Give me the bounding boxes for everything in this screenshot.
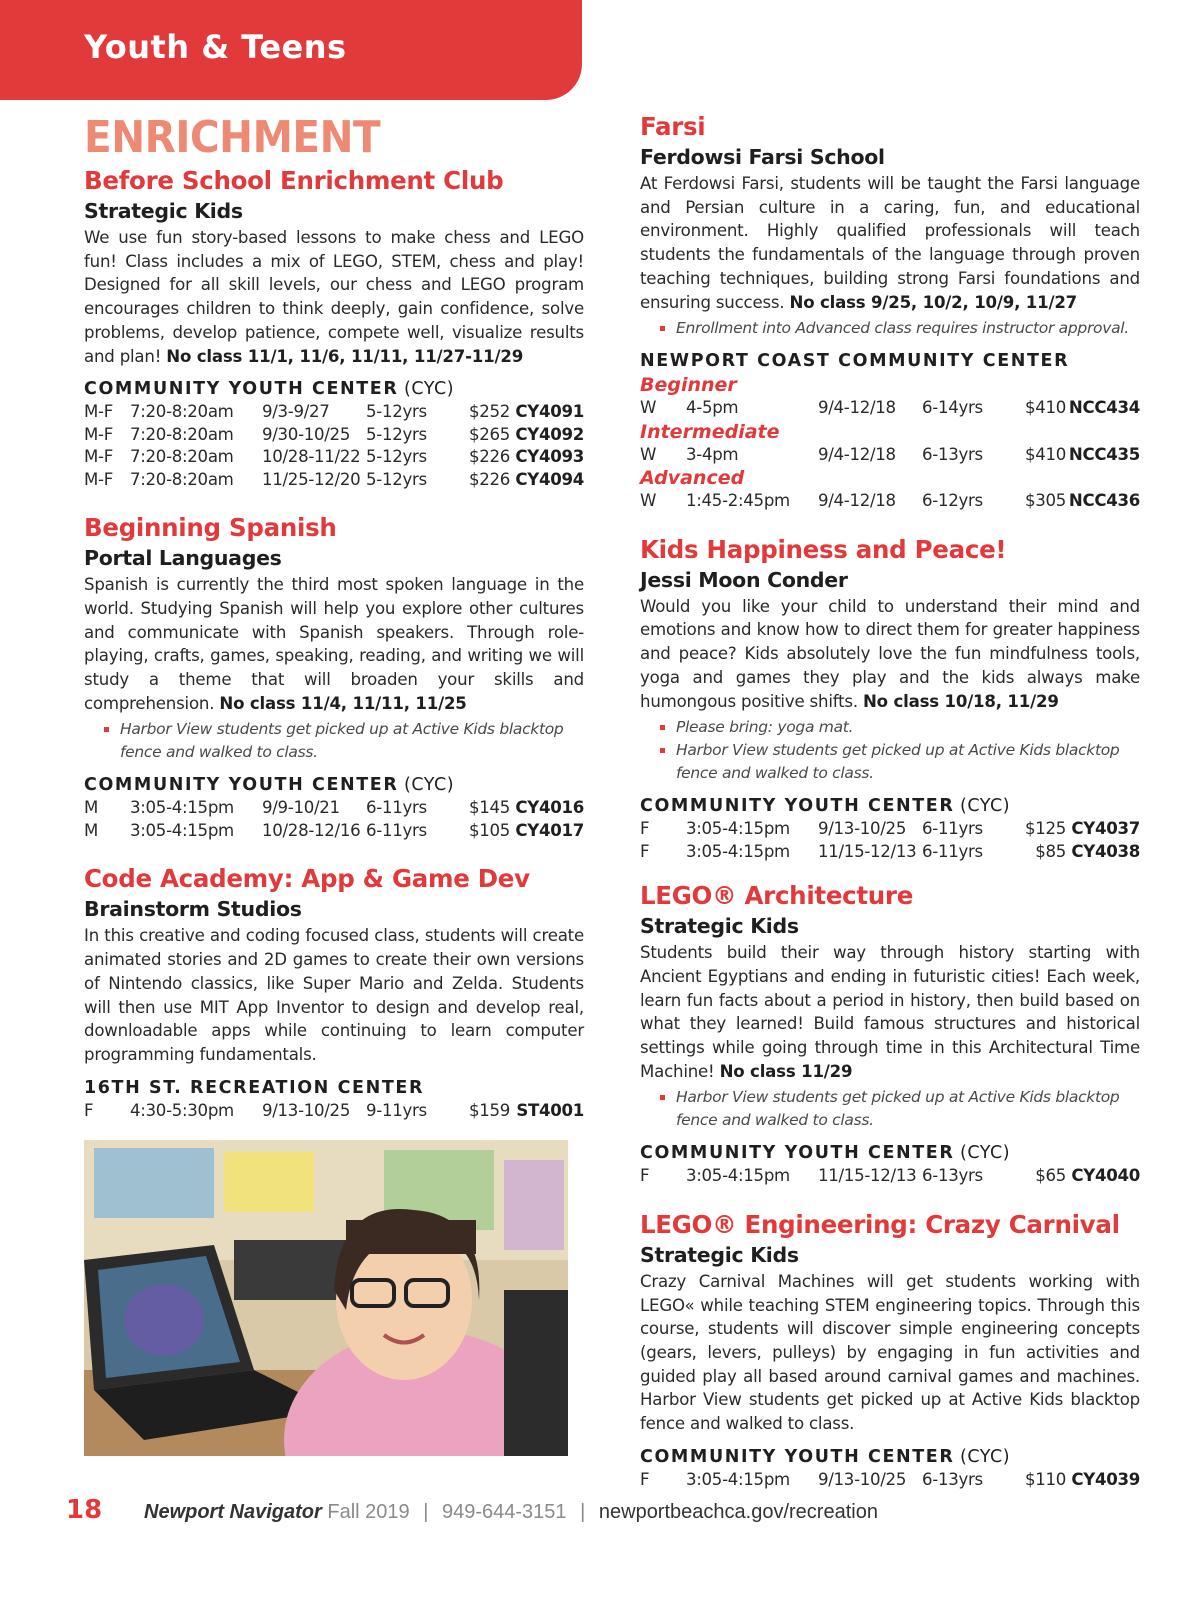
session-ages: 6-14yrs <box>922 398 983 418</box>
session-time: 1:45-2:45pm <box>686 491 790 511</box>
page-number: 18 <box>66 1495 103 1525</box>
location-heading <box>640 1446 1140 1469</box>
course-provider: Brainstorm Studios <box>84 897 302 922</box>
no-class-dates: No class 11/1, 11/6, 11/11, 11/27-11/29 <box>166 346 524 366</box>
session-time: 3:05-4:15pm <box>130 820 234 840</box>
session-dates: 10/28-11/22 <box>262 447 361 467</box>
session-code[interactable]: CY4017 <box>515 820 584 840</box>
bullet-square-icon <box>104 727 109 732</box>
session-fee: $410 <box>1024 444 1066 464</box>
no-class-dates: No class 11/29 <box>719 1061 853 1081</box>
course-provider: Strategic Kids <box>84 199 243 223</box>
session-day: F <box>640 819 650 839</box>
location-heading <box>640 795 1140 818</box>
session-time: 3-4pm <box>686 444 739 464</box>
session-dates: 9/4-12/18 <box>818 398 896 418</box>
description-text: We use fun story-based lessons to make chess and LEGO fun! Class includes a mix of LEGO, STEM, chess and play! Designed for all skill levels, our chess and LEGO program encourages children to think deeply, gain confidence, solve problems, develop patience, compete well, visualize results and plan! <box>84 228 584 366</box>
location-name: COMMUNITY YOUTH CENTER <box>84 379 399 400</box>
session-fee: $105 <box>468 820 510 840</box>
session-time: 3:05-4:15pm <box>686 841 790 861</box>
course-title: Kids Happiness and Peace! <box>640 534 1007 564</box>
bullet-square-icon <box>660 1095 665 1100</box>
session-ages: 9-11yrs <box>366 1100 427 1120</box>
course-title: Farsi <box>640 112 706 141</box>
course-provider: Strategic Kids <box>640 914 799 939</box>
course-notes <box>640 716 1140 785</box>
left-course-list <box>84 166 584 1122</box>
session-fee: $110 <box>1024 1469 1066 1489</box>
course-listing <box>640 881 1140 1188</box>
session-code[interactable]: CY4016 <box>515 798 584 818</box>
description-text: In this creative and coding focused class, students will create animated stories and 2D games to create their own versions of Nintendo classics, like Super Mario and Zelda. Students will then use MIT App Inventor to design and develop real, downloadable apps while continuing to learn computer programming fundamentals. <box>84 926 584 1064</box>
session-dates: 11/15-12/13 <box>818 1166 917 1186</box>
course-listing <box>640 535 1140 864</box>
website-link[interactable]: newportbeachca.gov/recreation <box>598 1501 878 1523</box>
session-dates: 9/4-12/18 <box>818 491 896 511</box>
session-row <box>84 424 584 447</box>
session-row <box>84 1100 584 1123</box>
course-notes <box>640 317 1140 340</box>
session-fee: $226 <box>468 447 510 467</box>
course-description <box>84 924 584 1066</box>
footer-separator: | <box>580 1501 586 1523</box>
session-day: M-F <box>84 447 113 467</box>
session-fee: $410 <box>1024 398 1066 418</box>
session-dates: 9/4-12/18 <box>818 444 896 464</box>
course-title: Code Academy: App & Game Dev <box>84 864 530 894</box>
session-dates: 9/9-10/21 <box>262 798 340 818</box>
course-notes <box>640 1086 1140 1132</box>
session-ages: 6-11yrs <box>922 841 983 861</box>
session-row <box>84 401 584 424</box>
session-time: 4:30-5:30pm <box>130 1100 234 1120</box>
session-ages: 5-12yrs <box>366 402 427 422</box>
session-code[interactable]: NCC435 <box>1068 444 1140 464</box>
bullet-square-icon <box>660 725 665 730</box>
no-class-dates: No class 11/4, 11/11, 11/25 <box>219 693 467 713</box>
session-row <box>640 444 1140 467</box>
course-provider: Portal Languages <box>84 546 282 571</box>
session-day: F <box>640 841 650 861</box>
session-row <box>640 397 1140 420</box>
session-ages: 5-12yrs <box>366 469 427 489</box>
session-code[interactable]: CY4038 <box>1071 841 1140 861</box>
session-code[interactable]: CY4093 <box>515 447 584 467</box>
footer-separator: | <box>423 1501 429 1523</box>
course-notes <box>84 718 584 764</box>
session-code[interactable]: CY4040 <box>1071 1166 1140 1186</box>
session-row <box>84 446 584 469</box>
session-row <box>84 469 584 492</box>
session-day: M-F <box>84 402 113 422</box>
location-name: COMMUNITY YOUTH CENTER <box>640 1143 955 1164</box>
course-description <box>640 1270 1140 1436</box>
session-fee: $265 <box>468 424 510 444</box>
course-note <box>84 718 584 764</box>
course-listing <box>640 1210 1140 1491</box>
session-fee: $85 <box>1035 841 1066 861</box>
session-fee: $65 <box>1035 1166 1066 1186</box>
session-dates: 11/15-12/13 <box>818 841 917 861</box>
course-title: LEGO® Engineering: Crazy Carnival <box>640 1209 1120 1239</box>
note-text: Harbor View students get picked up at Active Kids blacktop fence and walked to class. <box>676 741 1120 783</box>
level-heading: Advanced <box>640 467 745 490</box>
session-code[interactable]: CY4037 <box>1071 819 1140 839</box>
session-day: M-F <box>84 424 113 444</box>
description-text: Spanish is currently the third most spoken language in the world. Studying Spanish will help you explore other cultures and communicate with Spanish speakers. Through role-playing, crafts, games, speaking, reading, and writing we will study a theme that will broaden your skills and comprehension. <box>84 575 584 713</box>
course-provider: Strategic Kids <box>640 1242 799 1267</box>
course-description <box>84 573 584 715</box>
note-text: Enrollment into Advanced class requires instructor approval. <box>676 319 1129 338</box>
location-heading <box>640 1142 1140 1165</box>
page-footer <box>0 1493 1200 1533</box>
session-fee: $226 <box>468 469 510 489</box>
right-course-list <box>640 112 1140 1491</box>
session-code[interactable]: NCC434 <box>1068 398 1140 418</box>
description-text: Would you like your child to understand their mind and emotions and know how to direct them for greater happiness and peace? Kids absolutely love the fun mindfulness tools, yoga and games they play and the kids always make humongous positive shifts. <box>640 596 1140 711</box>
session-row <box>640 818 1140 841</box>
session-fee: $125 <box>1024 819 1066 839</box>
note-text: Harbor View students get picked up at Active Kids blacktop fence and walked to class. <box>676 1088 1120 1130</box>
no-class-dates: No class 9/25, 10/2, 10/9, 11/27 <box>789 292 1078 312</box>
session-time: 7:20-8:20am <box>130 469 234 489</box>
session-row <box>640 1165 1140 1188</box>
location-heading <box>84 774 584 797</box>
girl-at-laptop-image <box>84 1140 568 1456</box>
course-description <box>640 941 1140 1083</box>
session-ages: 6-13yrs <box>922 1166 983 1186</box>
note-text: Harbor View students get picked up at Active Kids blacktop fence and walked to class. <box>120 720 564 762</box>
session-row <box>640 1469 1140 1492</box>
session-row <box>84 820 584 843</box>
session-day: F <box>84 1100 94 1120</box>
location-name: 16TH ST. RECREATION CENTER <box>84 1077 425 1098</box>
course-note <box>640 739 1140 785</box>
course-title: Beginning Spanish <box>84 513 337 543</box>
course-note <box>640 317 1140 340</box>
session-time: 4-5pm <box>686 398 739 418</box>
session-day: W <box>640 398 657 418</box>
session-dates: 9/13-10/25 <box>818 819 907 839</box>
session-ages: 6-11yrs <box>922 819 983 839</box>
location-name: COMMUNITY YOUTH CENTER <box>640 796 955 817</box>
session-code[interactable]: CY4091 <box>515 402 584 422</box>
session-day: F <box>640 1166 650 1186</box>
session-fee: $305 <box>1024 491 1066 511</box>
session-time: 3:05-4:15pm <box>130 798 234 818</box>
description-text: Students build their way through history starting with Ancient Egyptians and ending in futuristic cities! Each week, learn fun facts about a period in history, then build based on what they learned! Build famous structures and historical settings while going through time in this Architectural Time Machine! <box>640 943 1140 1081</box>
session-ages: 6-11yrs <box>366 798 427 818</box>
course-listing <box>84 864 584 1122</box>
level-heading: Intermediate <box>640 420 780 443</box>
location-abbr: (CYC) <box>404 775 455 796</box>
student-photo <box>84 1140 568 1456</box>
course-provider: Ferdowsi Farsi School <box>640 145 885 169</box>
note-text: Please bring: yoga mat. <box>676 718 854 737</box>
session-fee: $145 <box>468 798 510 818</box>
footer-text <box>144 1501 878 1524</box>
session-code[interactable]: CY4092 <box>515 424 584 444</box>
session-fee: $252 <box>468 402 510 422</box>
session-ages: 6-12yrs <box>922 491 983 511</box>
session-time: 7:20-8:20am <box>130 402 234 422</box>
location-abbr: (CYC) <box>960 1143 1011 1164</box>
course-title: Before School Enrichment Club <box>84 166 504 195</box>
session-dates: 9/13-10/25 <box>818 1469 907 1489</box>
location-name: NEWPORT COAST COMMUNITY CENTER <box>640 351 1070 372</box>
session-row <box>84 797 584 820</box>
session-dates: 9/13-10/25 <box>262 1100 351 1120</box>
location-abbr: (CYC) <box>404 379 455 400</box>
course-listing <box>640 112 1140 513</box>
session-code[interactable]: CY4039 <box>1071 1469 1140 1489</box>
session-day: W <box>640 491 657 511</box>
bullet-square-icon <box>660 748 665 753</box>
session-code[interactable]: CY4094 <box>515 469 584 489</box>
description-text: At Ferdowsi Farsi, students will be taught the Farsi language and Persian culture in a caring, fun, and educational environment. Highly qualified professionals will teach students the fundamentals of the language through proven teaching techniques, building strong Farsi foundations and ensuring success. <box>640 174 1140 312</box>
session-time: 7:20-8:20am <box>130 424 234 444</box>
location-heading <box>640 350 1140 373</box>
location-abbr: (CYC) <box>960 1446 1011 1467</box>
session-day: M <box>84 820 99 840</box>
session-dates: 9/3-9/27 <box>262 402 330 422</box>
session-ages: 5-12yrs <box>366 424 427 444</box>
session-code[interactable]: ST4001 <box>516 1100 584 1120</box>
session-code[interactable]: NCC436 <box>1068 491 1140 511</box>
session-day: M-F <box>84 469 113 489</box>
location-name: COMMUNITY YOUTH CENTER <box>640 1446 955 1467</box>
bullet-square-icon <box>660 326 665 331</box>
level-heading: Beginner <box>640 374 737 397</box>
section-header-tab <box>0 0 582 100</box>
session-dates: 11/25-12/20 <box>262 469 361 489</box>
session-time: 3:05-4:15pm <box>686 1166 790 1186</box>
section-title: Youth & Teens <box>84 28 347 66</box>
course-provider: Jessi Moon Conder <box>640 567 848 592</box>
session-ages: 6-13yrs <box>922 444 983 464</box>
location-name: COMMUNITY YOUTH CENTER <box>84 775 399 796</box>
phone-number: 949-644-3151 <box>441 1501 567 1523</box>
session-dates: 10/28-12/16 <box>262 820 361 840</box>
course-note <box>640 716 1140 739</box>
session-row <box>640 841 1140 864</box>
location-heading <box>84 378 584 401</box>
session-dates: 9/30-10/25 <box>262 424 351 444</box>
right-column <box>640 112 1140 1491</box>
course-note <box>640 1086 1140 1132</box>
course-title: LEGO® Architecture <box>640 881 914 911</box>
session-fee: $159 <box>468 1100 510 1120</box>
location-heading <box>84 1077 584 1100</box>
left-column <box>84 112 584 1456</box>
session-day: M <box>84 798 99 818</box>
season: Fall 2019 <box>327 1501 410 1523</box>
no-class-dates: No class 10/18, 11/29 <box>862 691 1059 711</box>
session-time: 3:05-4:15pm <box>686 819 790 839</box>
course-description <box>640 595 1140 714</box>
session-row <box>640 490 1140 513</box>
session-ages: 5-12yrs <box>366 447 427 467</box>
course-listing <box>84 513 584 842</box>
session-ages: 6-13yrs <box>922 1469 983 1489</box>
session-time: 7:20-8:20am <box>130 447 234 467</box>
description-text: Crazy Carnival Machines will get students working with LEGO« while teaching STEM engineering topics. Through this course, students will discover simple engineering concepts (gears, levers, pulleys) by engaging in fun activities and guided play all based around carnival games and machines. Harbor View students get picked up at Active Kids blacktop fence and walked to class. <box>640 1271 1140 1434</box>
session-ages: 6-11yrs <box>366 820 427 840</box>
location-abbr: (CYC) <box>960 796 1011 817</box>
session-time: 3:05-4:15pm <box>686 1469 790 1489</box>
session-day: W <box>640 444 657 464</box>
course-listing <box>84 166 584 491</box>
course-description <box>640 172 1140 314</box>
course-description <box>84 226 584 368</box>
category-heading: ENRICHMENT <box>84 112 381 163</box>
publication-name: Newport Navigator <box>144 1501 322 1523</box>
session-day: F <box>640 1469 650 1489</box>
